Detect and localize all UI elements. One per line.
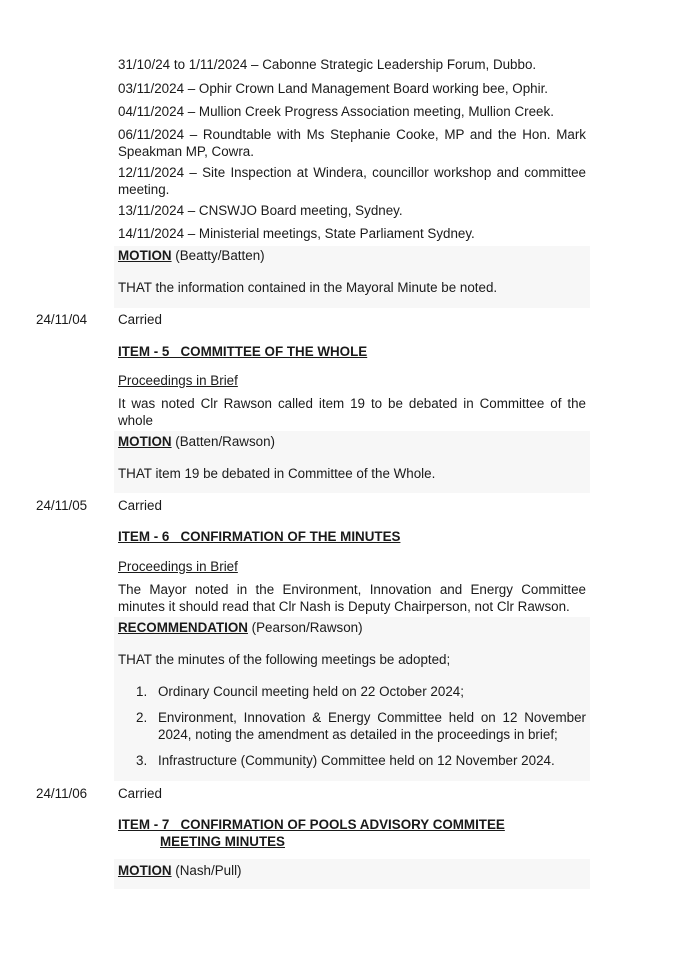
- event-item: 06/11/2024 – Roundtable with Ms Stephanie Cooke, MP and the Hon. Mark Speakman MP, Cowra.: [118, 127, 586, 159]
- event-item: 13/11/2024 – CNSWJO Board meeting, Sydney.: [118, 203, 403, 218]
- motion-movers: (Batten/Rawson): [171, 434, 276, 449]
- list-text: Infrastructure (Community) Committee held on 12 November 2024.: [158, 753, 555, 768]
- recommendation-text: THAT the minutes of the following meetings be adopted;: [118, 652, 451, 667]
- proceedings-text: The Mayor noted in the Environment, Innovation and Energy Committee minutes it should read that Clr Nash is Deputy Chairperson, not Clr Rawson.: [118, 582, 586, 614]
- motion-line: [118, 862, 586, 879]
- motion-line: [118, 247, 586, 264]
- list-item: [136, 752, 586, 769]
- list-number: 3.: [136, 753, 148, 768]
- resolution-number: 24/11/04: [36, 312, 88, 327]
- motion-label: MOTION: [118, 248, 172, 263]
- resolution-result: Carried: [118, 786, 162, 801]
- list-number: 1.: [136, 684, 148, 699]
- motion-movers: (Nash/Pull): [171, 863, 242, 878]
- motion-label: MOTION: [118, 434, 172, 449]
- event-item: 03/11/2024 – Ophir Crown Land Management Board working bee, Ophir.: [118, 81, 549, 96]
- event-item: 12/11/2024 – Site Inspection at Windera, councillor workshop and committee meeting.: [118, 165, 586, 197]
- recommendation-line: [118, 619, 586, 636]
- event-item: 14/11/2024 – Ministerial meetings, State Parliament Sydney.: [118, 226, 475, 241]
- event-item: 31/10/24 to 1/11/2024 – Cabonne Strategic Leadership Forum, Dubbo.: [118, 57, 537, 72]
- item-heading: ITEM - 7 CONFIRMATION OF POOLS ADVISORY COMMITEE: [118, 817, 505, 832]
- recommendation-movers: (Pearson/Rawson): [247, 620, 363, 635]
- proceedings-text: It was noted Clr Rawson called item 19 to be debated in Committee of the whole: [118, 396, 586, 428]
- resolution-result: Carried: [118, 498, 162, 513]
- recommendation-label: RECOMMENDATION: [118, 620, 248, 635]
- resolution-number: 24/11/05: [36, 498, 88, 513]
- list-item: [136, 709, 586, 743]
- motion-line: [118, 433, 586, 450]
- motion-text: THAT the information contained in the Mayoral Minute be noted.: [118, 280, 498, 295]
- proceedings-label: Proceedings in Brief: [118, 559, 238, 574]
- item-heading-continued: MEETING MINUTES: [160, 834, 285, 849]
- motion-text: THAT item 19 be debated in Committee of the Whole.: [118, 466, 436, 481]
- list-number: 2.: [136, 710, 148, 725]
- resolution-result: Carried: [118, 312, 162, 327]
- resolution-number: 24/11/06: [36, 786, 88, 801]
- list-text: Environment, Innovation & Energy Committee held on 12 November 2024, noting the amendment as detailed in the proceedings in brief;: [158, 710, 586, 742]
- list-text: Ordinary Council meeting held on 22 October 2024;: [158, 684, 464, 699]
- list-item: [136, 683, 586, 700]
- event-item: 04/11/2024 – Mullion Creek Progress Association meeting, Mullion Creek.: [118, 104, 554, 119]
- motion-movers: (Beatty/Batten): [171, 248, 265, 263]
- motion-label: MOTION: [118, 863, 172, 878]
- item-heading: ITEM - 6 CONFIRMATION OF THE MINUTES: [118, 529, 401, 544]
- proceedings-label: Proceedings in Brief: [118, 373, 238, 388]
- item-heading: ITEM - 5 COMMITTEE OF THE WHOLE: [118, 344, 368, 359]
